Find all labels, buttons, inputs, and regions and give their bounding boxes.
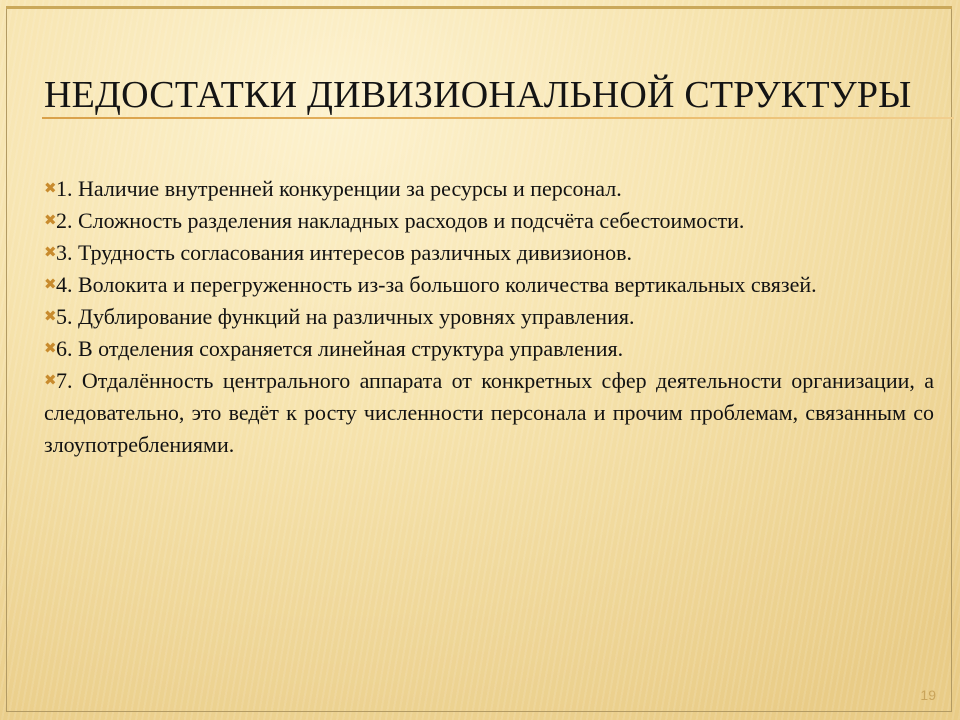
list-item: ✖2. Сложность разделения накладных расходов и подсчёта себестоимости. (44, 205, 934, 237)
top-border-line (6, 6, 952, 9)
list-item: ✖6. В отделения сохраняется линейная структура управления. (44, 333, 934, 365)
list-item: ✖5. Дублирование функций на различных уровнях управления. (44, 301, 934, 333)
bullet-list (44, 173, 934, 461)
x-mark-icon: ✖ (44, 309, 57, 325)
x-mark-icon: ✖ (44, 213, 57, 229)
list-item: ✖1. Наличие внутренней конкуренции за ресурсы и персонал. (44, 173, 934, 205)
list-item: ✖4. Волокита и перегруженность из-за большого количества вертикальных связей. (44, 269, 934, 301)
page-number: 19 (920, 687, 936, 703)
slide-title: НЕДОСТАТКИ ДИВИЗИОНАЛЬНОЙ СТРУКТУРЫ (44, 74, 912, 116)
x-mark-icon: ✖ (44, 245, 57, 261)
x-mark-icon: ✖ (44, 373, 57, 389)
x-mark-icon: ✖ (44, 341, 57, 357)
list-item: ✖7. Отдалённость центрального аппарата от конкретных сфер деятельности организации, а следовательно, это ведёт к росту численности персонала и прочим проблемам, связанным со злоупотреблениями. (44, 365, 934, 461)
list-item: ✖3. Трудность согласования интересов различных дивизионов. (44, 237, 934, 269)
title-underline (42, 117, 954, 119)
x-mark-icon: ✖ (44, 181, 57, 197)
x-mark-icon: ✖ (44, 277, 57, 293)
